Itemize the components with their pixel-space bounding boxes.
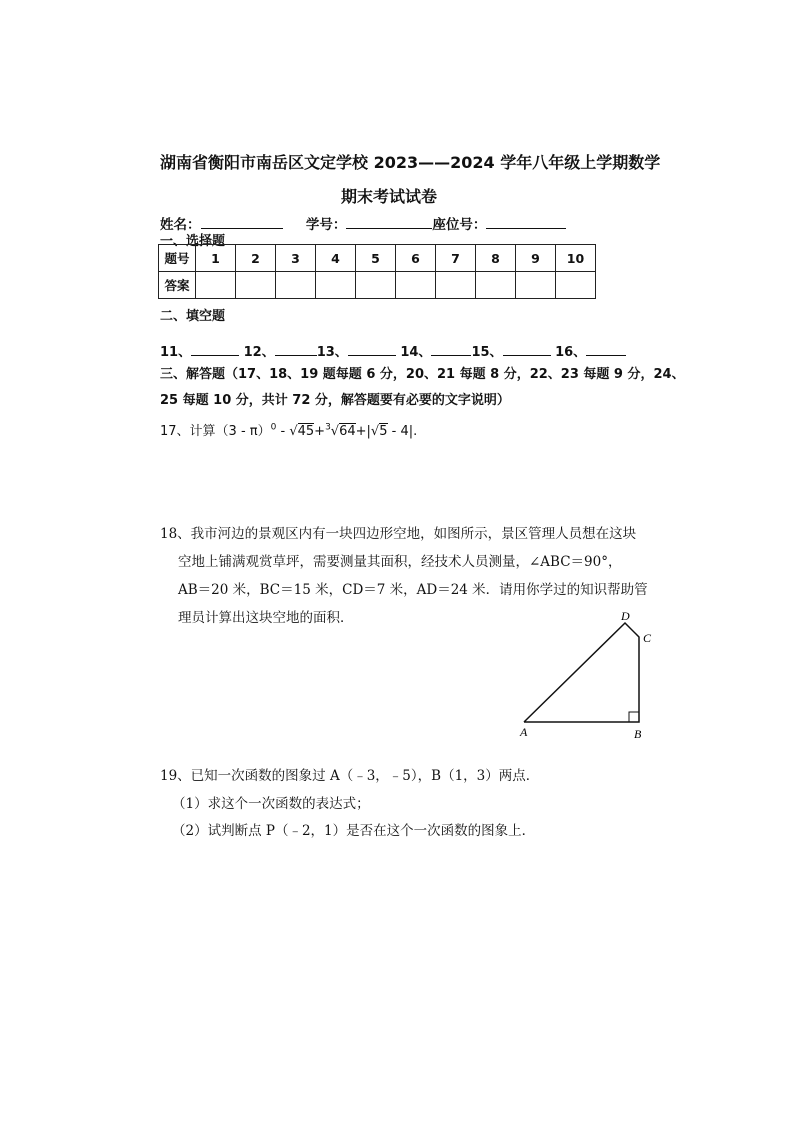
question-18-line-4: 理员计算出这块空地的面积． [178, 610, 354, 626]
question-number-cell: 4 [316, 245, 356, 272]
answer-blank-12[interactable] [275, 341, 317, 356]
student-id-label: 学号： [305, 217, 347, 233]
fill-blank-row [160, 341, 626, 360]
answer-table [158, 244, 596, 299]
q17-abs-open: +| [355, 424, 371, 439]
seat-label: 座位号： [432, 217, 487, 233]
q17-abs-tail: - 4|. [387, 424, 418, 439]
section-2-heading: 二、填空题 [160, 309, 226, 324]
sqrt-icon: √ [289, 424, 298, 439]
table-row [159, 245, 596, 272]
answer-cell[interactable] [316, 272, 356, 299]
blank-label-15: 15、 [471, 345, 503, 360]
q17-minus: - [276, 424, 290, 439]
blank-label-13: 13、 [316, 345, 348, 360]
vertex-label-c: C [643, 631, 652, 645]
answer-blank-14[interactable] [431, 341, 471, 356]
student-id-blank[interactable] [346, 214, 432, 229]
question-number-cell: 9 [516, 245, 556, 272]
question-19-part-1: （1）求这个一次函数的表达式； [172, 796, 370, 812]
answer-cell[interactable] [476, 272, 516, 299]
question-number-cell: 7 [436, 245, 476, 272]
q17-cube-index: 3 [325, 422, 331, 433]
answer-cell[interactable] [396, 272, 436, 299]
table-row [159, 272, 596, 299]
question-19-part-2: （2）试判断点 P（﹣2，1）是否在这个一次函数的图象上． [172, 823, 536, 839]
q17-exponent: 0 [270, 422, 277, 433]
answer-header: 答案 [159, 272, 196, 299]
question-number-header: 题号 [159, 245, 196, 272]
question-19-line-1: 19、已知一次函数的图象过 A（﹣3，﹣5），B（1，3）两点． [160, 768, 540, 784]
blank-label-16: 16、 [555, 345, 587, 360]
section-1-heading: 一、选择题 [160, 234, 226, 249]
blank-label-11: 11、 [160, 345, 192, 360]
question-number-cell: 10 [556, 245, 596, 272]
answer-blank-11[interactable] [191, 341, 239, 356]
question-number-cell: 5 [356, 245, 396, 272]
cube-root-icon: √ [330, 424, 340, 439]
question-number-cell: 3 [276, 245, 316, 272]
section-3-heading-line-2: 25 每题 10 分，共计 72 分，解答题要有必要的文字说明） [160, 393, 510, 408]
name-label: 姓名： [160, 217, 201, 233]
seat-blank[interactable] [486, 214, 566, 229]
quadrilateral-figure [510, 605, 660, 745]
vertex-label-d: D [621, 609, 630, 623]
name-blank[interactable] [201, 214, 283, 229]
answer-cell[interactable] [436, 272, 476, 299]
question-18-line-1: 18、我市河边的景观区内有一块四边形空地，如图所示，景区管理人员想在这块 [160, 526, 637, 542]
q17-prefix: 17、计算（3 - π） [160, 424, 271, 439]
question-number-cell: 1 [196, 245, 236, 272]
question-number-cell: 2 [236, 245, 276, 272]
title-line-2: 期末考试试卷 [341, 187, 438, 206]
q17-radicand-1: 45 [297, 424, 315, 439]
title-line-1: 湖南省衡阳市南岳区文定学校 2023——2024 学年八年级上学期数学 [160, 153, 661, 172]
question-number-cell: 6 [396, 245, 436, 272]
answer-cell[interactable] [196, 272, 236, 299]
question-17 [160, 420, 417, 439]
answer-cell[interactable] [356, 272, 396, 299]
answer-cell[interactable] [516, 272, 556, 299]
q17-radicand-2: 64 [339, 424, 356, 439]
vertex-label-b: B [634, 727, 642, 741]
answer-blank-13[interactable] [348, 341, 396, 356]
q17-radicand-3: 5 [379, 424, 388, 439]
question-18-line-2: 空地上铺满观赏草坪，需要测量其面积，经技术人员测量，∠ABC＝90°， [178, 554, 622, 570]
blank-label-14: 14、 [400, 345, 432, 360]
answer-blank-16[interactable] [586, 341, 626, 356]
vertex-label-a: A [520, 725, 528, 739]
question-18-line-3: AB＝20 米，BC＝15 米，CD＝7 米，AD＝24 米．请用你学过的知识帮助管 [178, 582, 648, 598]
answer-cell[interactable] [276, 272, 316, 299]
answer-cell[interactable] [236, 272, 276, 299]
answer-cell[interactable] [556, 272, 596, 299]
question-number-cell: 8 [476, 245, 516, 272]
quadrilateral-outline [524, 623, 639, 722]
section-3-heading-line-1: 三、解答题（17、18、19 题每题 6 分，20、21 每题 8 分，22、23 每题 9 分，24、 [160, 367, 685, 382]
q17-plus: + [314, 424, 326, 439]
blank-label-12: 12、 [243, 345, 275, 360]
answer-blank-15[interactable] [503, 341, 551, 356]
right-angle-mark [629, 712, 639, 722]
sqrt-icon: √ [370, 424, 380, 439]
